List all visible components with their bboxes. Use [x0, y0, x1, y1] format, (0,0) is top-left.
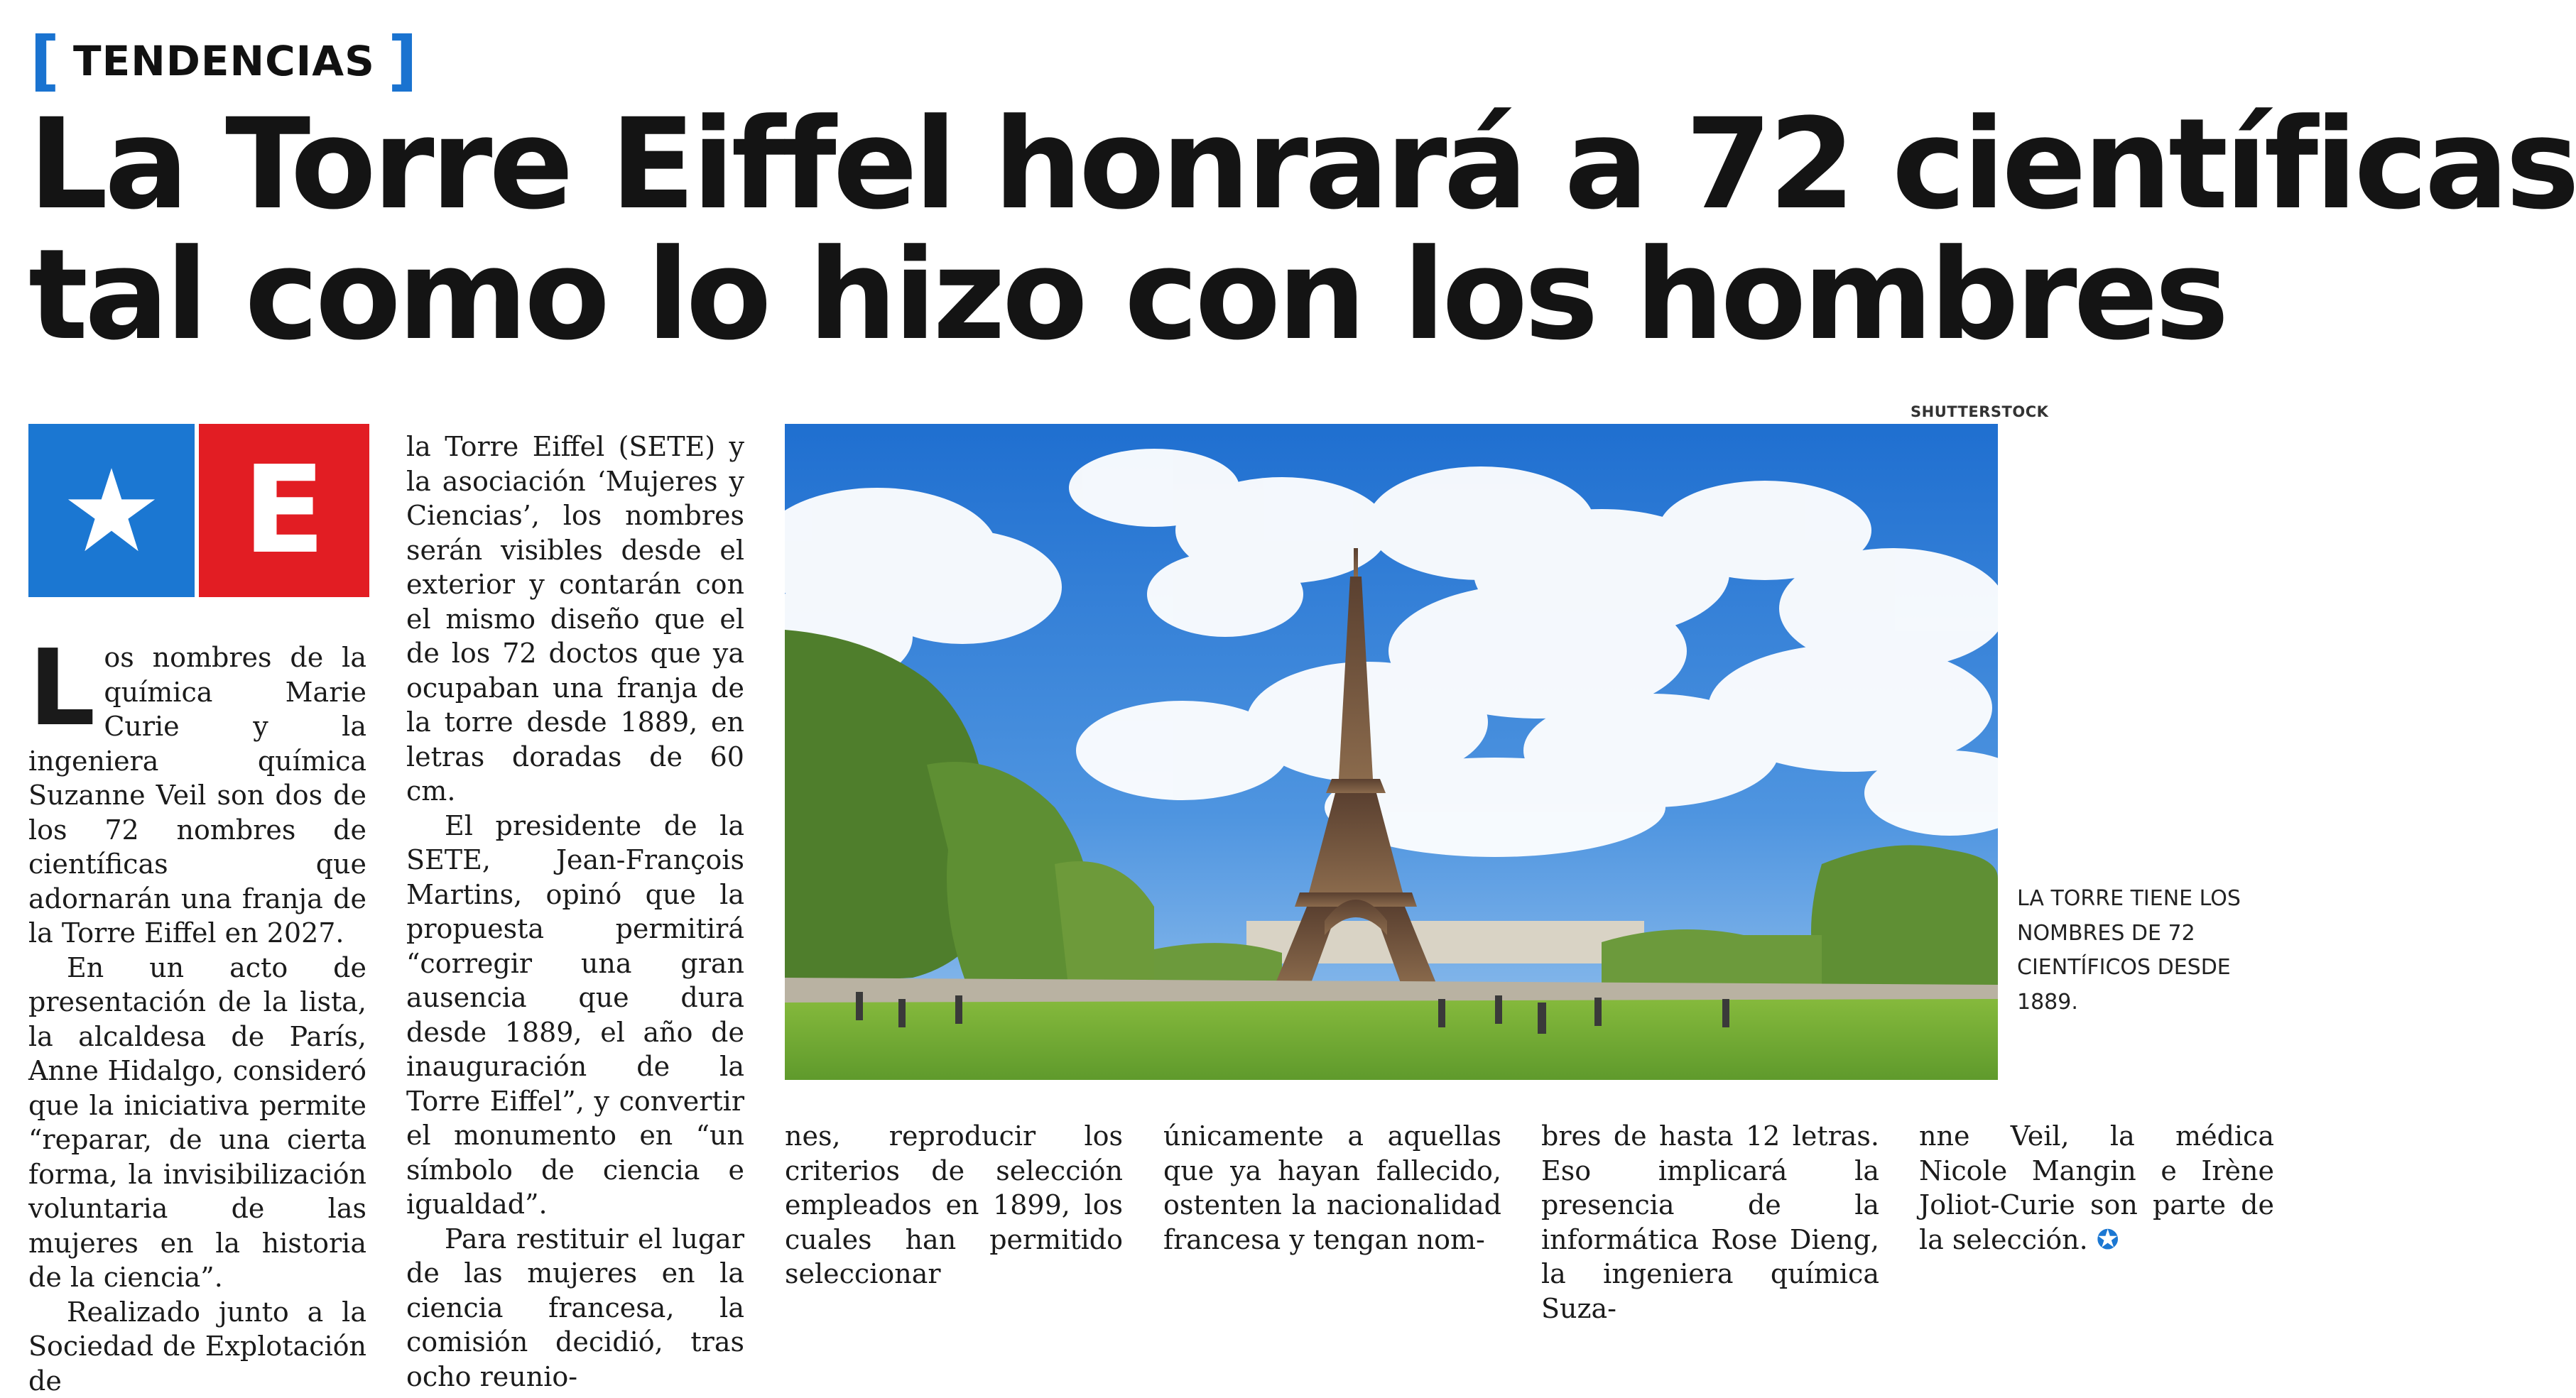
logo-red-panel [199, 424, 369, 597]
lead-paragraph [28, 640, 366, 951]
paragraph [1919, 1119, 2274, 1257]
logo-letter: E [243, 450, 325, 571]
article-column-5 [1541, 1119, 1879, 1282]
headline [28, 99, 2273, 361]
lead-paragraph-text: os nombres de la química Marie Curie y la ingeniera química Suzanne Veil son dos de los 72 nombres de científicas que adornarán una franja de la Torre Eiffel en 2027. [28, 642, 366, 949]
paragraph: bres de hasta 12 letras. Eso implicará la presencia de la informática Rose Dieng, la ingeniera química Suza- [1541, 1119, 1879, 1326]
bracket-open: [ [30, 28, 60, 94]
newspaper-logo [28, 424, 369, 597]
drop-cap: L [28, 646, 95, 730]
paragraph: El presidente de la SETE, Jean-François Martins, opinó que la propuesta permitirá “corregir una gran ausencia que dura desde 1889, el año de inauguración de la Torre Eiffel”, y convertir el monumento en “un símbolo de ciencia e igualdad”. [406, 809, 744, 1222]
end-mark-icon: ✪ [2097, 1224, 2119, 1255]
paragraph: Realizado junto a la Sociedad de Explotación de [28, 1295, 366, 1398]
paragraph: únicamente a aquellas que ya hayan fallecido, ostenten la nacionalidad francesa y tengan nom- [1163, 1119, 1501, 1257]
photo-caption: LA TORRE TIENE LOS NOMBRES DE 72 CIENTÍFICOS DESDE 1889. [2017, 882, 2244, 1020]
paragraph: la Torre Eiffel (SETE) y la asociación ‘Mujeres y Ciencias’, los nombres serán visibles desde el exterior y contarán con el mismo diseño que el de los 72 doctos que ya ocupaban una franja de la torre desde 1889, en letras doradas de 60 cm. [406, 430, 744, 809]
article-column-1 [28, 640, 366, 1272]
article-column-6 [1919, 1119, 2274, 1282]
bracket-close: ] [388, 28, 418, 94]
eiffel-tower-photo [785, 424, 1998, 1080]
logo-blue-panel [28, 424, 195, 597]
article-column-3 [785, 1119, 1123, 1282]
paragraph-text: nne Veil, la médica Nicole Mangin e Irène Joliot-Curie son parte de la selección. [1919, 1120, 2274, 1255]
paragraph: nes, reproducir los criterios de selección empleados en 1899, los cuales han permitido seleccionar [785, 1119, 1123, 1291]
article-column-2 [406, 430, 744, 1274]
section-label: TENDENCIAS [60, 37, 388, 85]
star-icon [65, 464, 158, 557]
article-column-4 [1163, 1119, 1501, 1282]
paragraph: Para restituir el lugar de las mujeres en la ciencia francesa, la comisión decidió, tras ocho reunio- [406, 1222, 744, 1394]
paragraph: En un acto de presentación de la lista, la alcaldesa de París, Anne Hidalgo, consideró que la iniciativa permite “reparar, de una cierta forma, la invisibilización voluntaria de las mujeres en la historia de la ciencia”. [28, 951, 366, 1295]
headline-line-1: La Torre Eiffel honrará a 72 científicas [28, 99, 2273, 230]
section-tag [30, 28, 418, 94]
photo-credit: SHUTTERSTOCK [1911, 403, 2024, 420]
headline-line-2: tal como lo hizo con los hombres [28, 230, 2273, 361]
